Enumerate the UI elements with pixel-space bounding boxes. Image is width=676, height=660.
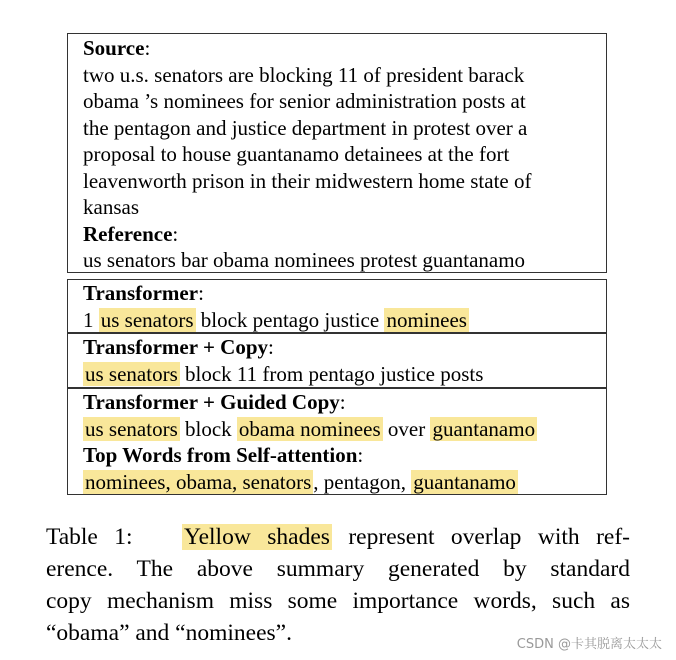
caption-line-1 [46,521,630,553]
top-words-label: Top Words from Self-attention [83,443,358,467]
transformer-copy-rest: block 11 from pentago justice posts [179,361,484,386]
highlight: nominees, obama, senators [85,469,312,494]
transformer-prefix: 1 [83,307,99,332]
highlight: us senators [85,361,178,386]
transformer-cell [67,279,607,333]
highlight: us senators [100,307,194,332]
transformer-copy-output [83,361,606,388]
source-line-1: two u.s. senators are blocking 11 of president barack [83,62,525,87]
guided-copy-mid-2: over [382,416,431,441]
guided-copy-label: Transformer + Guided Copy [83,390,340,414]
transformer-output [83,307,606,334]
highlight: guantanamo [413,469,516,494]
source-reference-cell [67,33,607,273]
transformer-copy-label: Transformer + Copy [83,335,269,359]
caption-highlight: Yellow shades [183,524,330,550]
caption-line-3: copy mechanism miss some importance words, such as [46,588,630,614]
source-line-4: proposal to house guantanamo detainees at the fort [83,142,510,166]
source-line-6: kansas [83,195,139,219]
top-words-mid: , pentagon, [313,469,412,494]
caption-line-2: erence. The above summary generated by standard [46,556,630,582]
highlight: obama nominees [238,416,381,441]
source-colon: : [144,36,151,60]
transformer-colon: : [198,281,204,305]
transformer-label: Transformer [83,281,199,305]
transformer-copy-colon: : [268,335,274,359]
guided-copy-cell [67,388,607,495]
source-line-5: leavenworth prison in their midwestern home state of [83,168,532,193]
source-line-2: obama ’s nominees for senior administration posts at [83,89,526,113]
reference-colon: : [172,221,179,246]
reference-text: us senators bar obama nominees protest guantanamo [83,248,526,272]
transformer-copy-cell [67,333,607,388]
transformer-mid: block pentago justice [195,307,385,332]
caption-prefix: Table 1: [46,524,133,550]
highlight: nominees [386,307,467,332]
guided-copy-output [83,416,606,443]
table-caption [46,521,630,649]
highlight: guantanamo [432,416,536,441]
watermark: CSDN @卡其脱离太太太 [516,637,662,652]
top-words-colon: : [357,443,364,467]
caption-line-1-rest: represent overlap with ref- [331,524,630,550]
highlight: us senators [85,416,178,441]
caption-line-4: “obama” and “nominees”. [46,620,292,646]
top-words-output [83,469,606,496]
guided-copy-mid-1: block [179,416,237,441]
source-label: Source [83,36,145,60]
guided-copy-colon: : [339,390,346,414]
reference-label: Reference [83,221,173,246]
source-line-3: the pentagon and justice department in protest over a [83,115,528,140]
